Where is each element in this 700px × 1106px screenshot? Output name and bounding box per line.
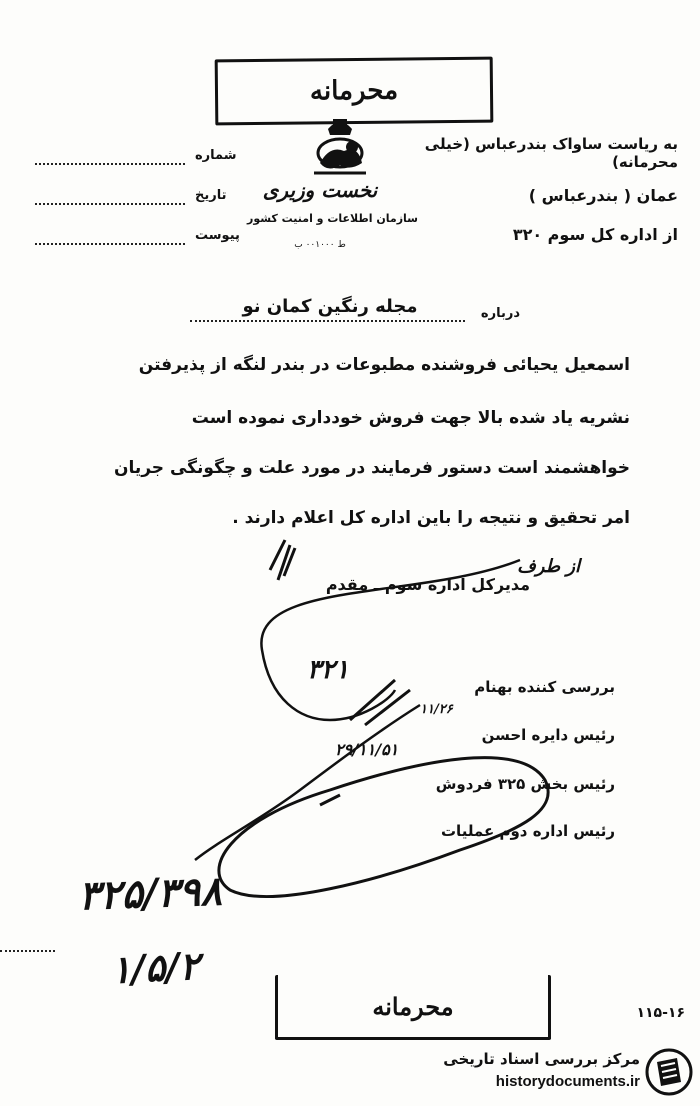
body-line-2: نشریه یاد شده بالا جهت فروش خودداری نموده است <box>191 408 630 428</box>
emblem-title: نخست وزیری <box>262 178 378 202</box>
signature-prefix: از طرف <box>517 556 580 577</box>
routing-date-mark-1: ۱۱/۲۶ <box>420 702 453 717</box>
routing-handwritten-number: ۳۲۱ <box>307 655 349 685</box>
handwritten-file-date: ۱/۵/۲ <box>109 942 201 993</box>
emblem-code: ط ۰۰۱۰۰۰ ب <box>294 240 346 250</box>
from-line: از اداره کل سوم ۳۲۰ <box>512 225 678 244</box>
watermark-url[interactable]: historydocuments.ir <box>495 1073 640 1090</box>
recipient-line: به ریاست ساواک بندرعباس (خیلی محرمانه) <box>424 135 678 171</box>
document-logo-icon <box>645 1048 693 1096</box>
subject-text: مجله رنگین کمان نو <box>242 296 418 317</box>
routing-line-3: رئیس بخش ۳۲۵ فردوش <box>435 775 615 793</box>
routing-line-2: رئیس دایره احسن <box>481 726 615 744</box>
handwritten-file-number: ۳۲۵/۳۹۸ <box>77 867 223 920</box>
top-stamp-text: محرمانه <box>309 75 399 107</box>
body-line-3: خواهشمند است دستور فرمایند در مورد علت و چگونگی جریان <box>113 458 630 478</box>
page-code: ۱۱۵-۱۶ <box>636 1005 685 1021</box>
watermark <box>400 1045 695 1100</box>
body-line-4: امر تحقیق و نتیجه را باین اداره کل اعلام دارند . <box>232 508 630 528</box>
date-field-label: تاریخ <box>195 188 227 203</box>
number-field-label: شماره <box>195 148 237 163</box>
bottom-stamp-text: محرمانه <box>372 991 454 1021</box>
watermark-title: مرکز بررسی اسناد تاریخی <box>443 1050 640 1068</box>
routing-line-1: بررسی کننده بهنام <box>474 678 615 696</box>
subject-label: درباره <box>480 306 520 321</box>
signature-title: مدیرکل اداره سوم ـ مقدم <box>325 575 530 594</box>
attachment-field-label: پیوست <box>195 228 240 243</box>
body-line-1: اسمعیل یحیائی فروشنده مطبوعات در بندر لنگه از پذیرفتن <box>138 355 630 375</box>
left-dotted-mark <box>0 950 55 952</box>
province-line: عمان ( بندرعباس ) <box>528 186 678 205</box>
routing-line-4: رئیس اداره دوم عملیات <box>440 822 615 840</box>
routing-date-mark-2: ۲۹/۱۱/۵۱ <box>335 740 399 759</box>
emblem-subtitle: سازمان اطلاعات و امنیت کشور <box>247 212 418 225</box>
bottom-confidential-stamp <box>275 975 551 1040</box>
